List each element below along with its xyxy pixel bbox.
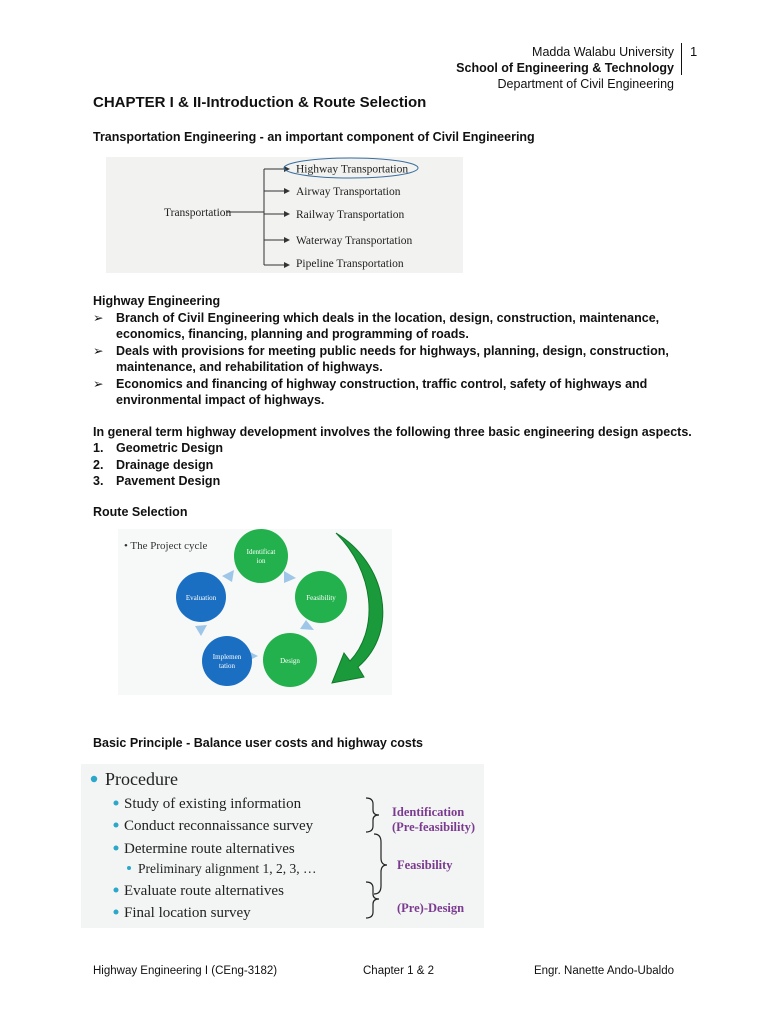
header-block	[456, 44, 674, 92]
step-bullet	[114, 801, 119, 806]
svg-text:ion: ion	[256, 557, 266, 565]
footer-course: Highway Engineering I (CEng-3182)	[93, 965, 278, 977]
svg-text:Design: Design	[280, 657, 300, 665]
school-name: School of Engineering & Technology	[456, 61, 674, 75]
bullet-text: Branch of Civil Engineering which deals in the location, design, construction, maintenance, economics, financing, planning and programming of roads.	[116, 311, 660, 342]
item-label: Geometric Design	[116, 441, 223, 455]
procedure-diagram	[81, 764, 484, 928]
numbered-item	[93, 441, 223, 455]
step-item: Evaluate route alternatives	[124, 883, 284, 899]
step-item: Final location survey	[124, 905, 251, 921]
page-number: 1	[690, 44, 698, 59]
item-label: Pavement Design	[116, 474, 221, 488]
node-design	[263, 633, 317, 687]
route-selection-heading: Route Selection	[93, 505, 188, 519]
step-item: Study of existing information	[124, 796, 302, 812]
intro-line: Transportation Engineering - an important component of Civil Engineering	[93, 130, 535, 144]
step-bullet	[114, 888, 119, 893]
step-bullet	[114, 823, 119, 828]
header-divider	[681, 43, 682, 75]
node-implementation	[202, 636, 252, 686]
procedure-title: Procedure	[105, 769, 178, 789]
bullet-marker: ➢	[93, 377, 104, 391]
phase-feasibility: Feasibility	[397, 858, 453, 872]
footer-author: Engr. Nanette Ando-Ubaldo	[533, 965, 674, 977]
item-number: 1.	[93, 441, 104, 455]
basic-principle: Basic Principle - Balance user costs and highway costs	[93, 736, 423, 750]
bullet-item	[93, 343, 673, 376]
mode-waterway: Waterway Transportation	[296, 235, 413, 247]
cycle-title: • The Project cycle	[124, 540, 208, 552]
substep-item: Preliminary alignment 1, 2, 3, …	[138, 861, 317, 876]
bullet-marker: ➢	[93, 311, 104, 325]
node-evaluation	[176, 572, 226, 622]
step-bullet	[114, 846, 119, 851]
bullet-text: Deals with provisions for meeting public needs for highways, planning, design, construction, maintenance, and rehabilitation of highways.	[116, 344, 669, 375]
numbered-item	[93, 458, 213, 472]
bullet-marker: ➢	[93, 344, 104, 358]
highway-engineering-heading: Highway Engineering	[93, 294, 221, 308]
phase-identification: Identification	[392, 805, 465, 819]
bullet-item	[93, 310, 673, 343]
transportation-diagram	[106, 157, 463, 273]
svg-text:Evaluation: Evaluation	[185, 594, 217, 602]
svg-text:tation: tation	[219, 662, 235, 670]
design-aspects-intro: In general term highway development involves the following three basic engineering design aspects.	[93, 425, 692, 439]
substep-bullet	[127, 866, 131, 870]
step-item: Determine route alternatives	[124, 841, 295, 857]
node-feasibility	[295, 571, 347, 623]
item-label: Drainage design	[116, 458, 214, 472]
svg-text:Feasibility: Feasibility	[306, 594, 336, 602]
step-bullet	[114, 910, 119, 915]
svg-text:Implemen: Implemen	[212, 653, 242, 661]
item-number: 2.	[93, 458, 104, 472]
mode-pipeline: Pipeline Transportation	[296, 258, 404, 270]
step-item: Conduct reconnaissance survey	[124, 818, 314, 834]
project-cycle-diagram	[118, 529, 392, 695]
mode-highway: Highway Transportation	[296, 163, 409, 176]
phase-prefeasibility: (Pre-feasibility)	[392, 820, 476, 834]
chapter-title: CHAPTER I & II-Introduction & Route Selection	[93, 94, 427, 111]
numbered-item	[93, 474, 220, 488]
procedure-bullet	[91, 776, 97, 782]
svg-text:Identificat: Identificat	[246, 548, 276, 556]
node-identification	[234, 529, 288, 583]
university-name: Madda Walabu University	[532, 45, 674, 59]
phase-design: (Pre)-Design	[397, 901, 465, 915]
bullet-text: Economics and financing of highway construction, traffic control, safety of highways and environmental impact of highways.	[116, 377, 648, 408]
department-name: Department of Civil Engineering	[497, 77, 674, 91]
mode-airway: Airway Transportation	[296, 186, 401, 198]
item-number: 3.	[93, 474, 104, 488]
mode-railway: Railway Transportation	[296, 209, 405, 221]
diagram-root-label: Transportation	[164, 207, 232, 219]
footer-chapter: Chapter 1 & 2	[363, 965, 434, 977]
bullet-item	[93, 376, 673, 409]
